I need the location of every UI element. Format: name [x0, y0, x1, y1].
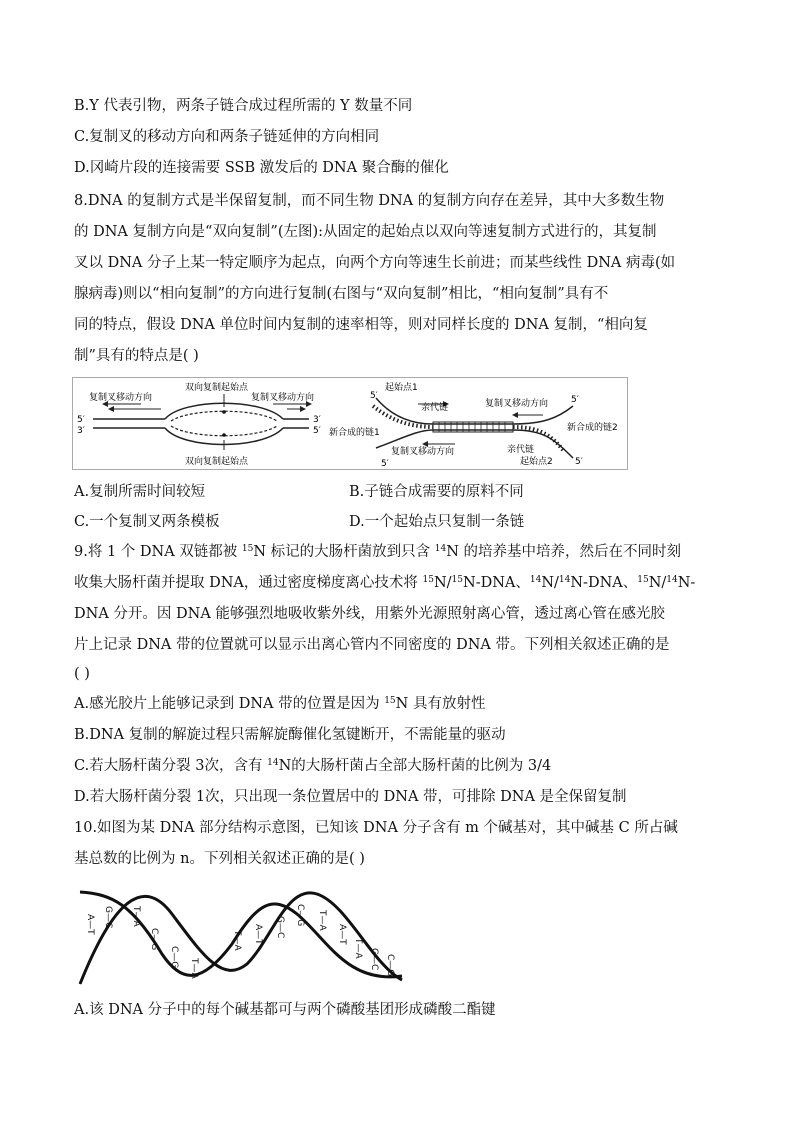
base-pair-label: G—C	[275, 916, 285, 939]
q8-stem-line-4: 腺病毒)则以“相向复制”的方向进行复制(右图与“双向复制”相比，“相向复制”具有不	[74, 286, 609, 302]
q8-option-c: C.一个复制叉两条模板	[74, 514, 220, 530]
q9-option-d: D.若大肠杆菌分裂 1次，只出现一条位置居中的 DNA 带，可排除 DNA 是全保留复制	[74, 789, 627, 805]
dna-structure-figure	[72, 884, 406, 988]
replication-figure	[72, 377, 628, 470]
q8-stem-line-6: 制”具有的特点是( )	[74, 348, 199, 364]
base-pair-label: A—T	[253, 924, 263, 945]
q10-stem-line-2: 基总数的比例为 n。下列相关叙述正确的是( )	[74, 851, 365, 867]
bidirectional-diagram	[77, 381, 321, 467]
q8-stem-line-3: 叉以 DNA 分子上某一特定顺序为起点，向两个方向等速生长前进；而某些线性 DNA 病毒(如	[74, 255, 676, 271]
svg-text:5′: 5′	[370, 391, 378, 401]
parent-strand-top-label: 亲代链	[421, 403, 449, 413]
q7-option-c: C.复制叉的移动方向和两条子链延伸的方向相同	[74, 129, 380, 145]
right-fork-label: 复制叉移动方向	[251, 393, 315, 403]
q8-option-a: A.复制所需时间较短	[74, 484, 206, 500]
svg-text:5′: 5′	[381, 459, 389, 469]
base-pair-label: G—C	[103, 906, 113, 929]
base-pair-label: T—A	[131, 906, 141, 927]
q9-stem-line-4: 片上记录 DNA 带的位置就可以显示出离心管内不同密度的 DNA 带。下列相关叙述正确的是	[74, 637, 670, 653]
base-pair-label: C—G	[149, 928, 159, 951]
parent-strand-bottom-label: 亲代链	[507, 445, 535, 455]
left-fork-label: 复制叉移动方向	[89, 393, 153, 403]
q8-option-b: B.子链合成需要的原料不同	[349, 484, 524, 500]
q7-option-b: B.Y 代表引物，两条子链合成过程所需的 Y 数量不同	[74, 98, 413, 114]
q9-option-a: A.感光胶片上能够记录到 DNA 带的位置是因为 $^{15}$N 具有放射性	[74, 696, 486, 712]
left-top-origin-label: 双向复制起始点	[185, 383, 249, 393]
base-pair-label: A—T	[85, 914, 95, 935]
origin1-label: 起始点1	[385, 383, 418, 393]
q9-option-c: C.若大肠杆菌分裂 3次，含有 $^{14}$N的大肠杆菌占全部大肠杆菌的比例为 3/4	[74, 758, 552, 774]
q10-stem-line-1: 10.如图为某 DNA 部分结构示意图，已知该 DNA 分子含有 m 个碱基对，其中碱基 C 所占碱	[74, 820, 678, 836]
convergent-diagram	[329, 381, 618, 469]
q7-option-d: D.冈崎片段的连接需要 SSB 激发后的 DNA 聚合酶的催化	[74, 160, 449, 176]
base-pair-label: T—A	[353, 938, 363, 959]
q9-option-b: B.DNA 复制的解旋过程只需解旋酶催化氢键断开，不需能量的驱动	[74, 727, 506, 743]
fork-top-label: 复制叉移动方向	[485, 399, 549, 409]
q9-stem-line-1: 9.将 1 个 DNA 双链都被 $^{15}$N 标记的大肠杆菌放到只含 $^{14}$N 的培养基中培养，然后在不同时刻	[74, 544, 681, 560]
left-3prime-label: 3′	[77, 426, 85, 436]
q8-stem-line-5: 同的特点，假设 DNA 单位时间内复制的速率相等，则对同样长度的 DNA 复制，“相向复	[74, 317, 648, 333]
base-pair-label: A—T	[337, 924, 347, 945]
q8-stem-line-1: 8.DNA 的复制方式是半保留复制，而不同生物 DNA 的复制方向存在差异，其中大多数生物	[74, 193, 665, 209]
base-pair-label: G—C	[369, 948, 379, 971]
replication-diagram	[73, 378, 627, 469]
dna-helix-diagram	[72, 884, 406, 988]
left-bottom-origin-label: 双向复制起始点	[185, 457, 249, 467]
origin2-label: 起始点2	[520, 457, 553, 467]
q8-stem-line-2: 的 DNA 复制方向是“双向复制”(左图):从固定的起始点以双向等速复制方式进行的，其复制	[74, 224, 657, 240]
right-3prime-label: 3′	[313, 415, 321, 425]
base-pair-label: C—G	[385, 954, 395, 977]
base-pair-label: C—G	[295, 904, 305, 927]
new-strand-1-label: 新合成的链1	[329, 428, 380, 438]
fork-bottom-label: 复制叉移动方向	[391, 447, 455, 457]
new-strand-2-label: 新合成的链2	[567, 423, 618, 433]
base-pair-label: C—G	[169, 946, 179, 969]
right-5prime-label: 5′	[313, 426, 321, 436]
svg-text:5′: 5′	[575, 457, 583, 467]
left-5prime-label: 5′	[77, 415, 85, 425]
base-pair-label: T—A	[232, 930, 242, 951]
base-pair-label: T—A	[189, 958, 199, 979]
q9-stem-line-2: 收集大肠杆菌并提取 DNA，通过密度梯度离心技术将 $^{15}$N/$^{15}$N-DNA、$^{14}$N/$^{14}$N-DNA、$^{15}$N/$^{14}$N-	[74, 575, 696, 591]
base-pair-label: T—A	[317, 910, 327, 931]
svg-text:5′: 5′	[571, 395, 579, 405]
q9-stem-line-3: DNA 分开。因 DNA 能够强烈地吸收紫外线，用紫外光源照射离心管，透过离心管在感光胶	[74, 606, 665, 622]
q9-answer-bracket: ( )	[74, 666, 90, 682]
q10-option-a: A.该 DNA 分子中的每个碱基都可与两个磷酸基团形成磷酸二酯键	[74, 1002, 496, 1018]
q8-option-d: D.一个起始点只复制一条链	[349, 514, 525, 530]
